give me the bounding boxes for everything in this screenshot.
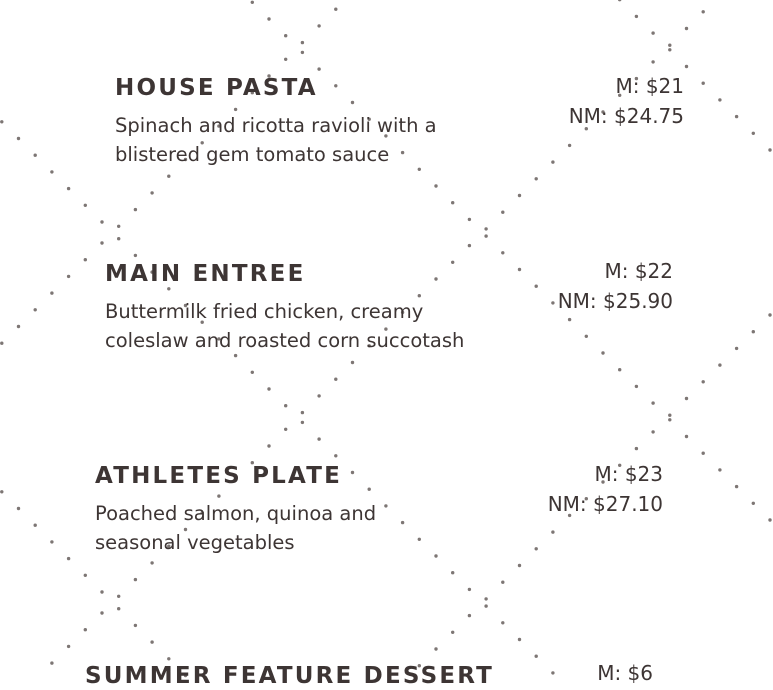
lattice-dot	[451, 571, 454, 574]
lattice-dot	[150, 561, 153, 564]
lattice-dot	[17, 137, 20, 140]
lattice-dot	[67, 645, 70, 648]
lattice-dot	[618, 0, 621, 1]
lattice-dot	[501, 211, 504, 214]
lattice-dot	[0, 342, 3, 345]
item-description	[115, 111, 437, 169]
lattice-dot	[50, 291, 53, 294]
lattice-dot	[551, 530, 554, 533]
lattice-dot	[685, 65, 688, 68]
lattice-dot	[451, 631, 454, 634]
item-name: HOUSE PASTA	[115, 75, 318, 101]
lattice-dot	[134, 578, 137, 581]
lattice-dot	[0, 490, 3, 493]
lattice-dot	[267, 387, 270, 390]
lattice-dot	[150, 191, 153, 194]
lattice-dot	[535, 547, 538, 550]
lattice-dot	[451, 201, 454, 204]
lattice-dot	[468, 614, 471, 617]
lattice-dot	[117, 607, 120, 610]
lattice-dot	[317, 24, 320, 27]
lattice-dot	[484, 227, 487, 230]
lattice-dot	[535, 177, 538, 180]
item-description	[105, 297, 464, 355]
lattice-dot	[468, 218, 471, 221]
lattice-dot	[518, 194, 521, 197]
lattice-dot	[735, 347, 738, 350]
lattice-dot	[551, 301, 554, 304]
item-description-line: coleslaw and roasted corn succotash	[105, 329, 465, 352]
lattice-dot	[601, 351, 604, 354]
lattice-dot	[267, 444, 270, 447]
nonmember-price: NM: $27.10	[547, 492, 663, 516]
lattice-dot	[501, 621, 504, 624]
lattice-dot	[568, 144, 571, 147]
lattice-dot	[551, 671, 554, 674]
lattice-dot	[50, 170, 53, 173]
lattice-dot	[651, 430, 654, 433]
lattice-dot	[768, 148, 771, 151]
lattice-dot	[434, 554, 437, 557]
item-description-line: blistered gem tomato sauce	[115, 143, 390, 166]
lattice-dot	[301, 41, 304, 44]
item-description-line: Spinach and ricotta ravioli with a	[115, 114, 437, 137]
lattice-dot	[384, 504, 387, 507]
lattice-dot	[50, 661, 53, 664]
lattice-dot	[718, 363, 721, 366]
nonmember-price: NM: $25.90	[557, 289, 673, 313]
lattice-dot	[735, 485, 738, 488]
lattice-dot	[117, 237, 120, 240]
lattice-dot	[401, 521, 404, 524]
menu-item-main-entree	[105, 260, 464, 355]
lattice-dot	[34, 308, 37, 311]
lattice-dot	[67, 557, 70, 560]
lattice-dot	[668, 48, 671, 51]
lattice-dot	[518, 638, 521, 641]
lattice-dot	[484, 604, 487, 607]
lattice-dot	[635, 447, 638, 450]
lattice-dot	[134, 208, 137, 211]
lattice-dot	[518, 564, 521, 567]
lattice-dot	[752, 132, 755, 135]
lattice-dot	[100, 611, 103, 614]
lattice-dot	[668, 418, 671, 421]
lattice-dot	[67, 275, 70, 278]
lattice-dot	[0, 120, 3, 123]
lattice-dot	[117, 595, 120, 598]
lattice-dot	[752, 330, 755, 333]
lattice-dot	[718, 98, 721, 101]
lattice-dot	[317, 437, 320, 440]
lattice-dot	[535, 655, 538, 658]
lattice-dot	[67, 187, 70, 190]
lattice-dot	[334, 454, 337, 457]
lattice-dot	[518, 268, 521, 271]
lattice-dot	[134, 254, 137, 257]
lattice-dot	[84, 574, 87, 577]
lattice-dot	[735, 115, 738, 118]
lattice-dot	[84, 204, 87, 207]
lattice-dot	[668, 414, 671, 417]
lattice-dot	[685, 435, 688, 438]
lattice-dot	[351, 361, 354, 364]
lattice-dot	[17, 325, 20, 328]
lattice-dot	[301, 421, 304, 424]
lattice-dot	[167, 175, 170, 178]
lattice-dot	[718, 468, 721, 471]
lattice-dot	[334, 378, 337, 381]
item-description-line: seasonal vegetables	[95, 531, 295, 554]
lattice-dot	[768, 518, 771, 521]
lattice-dot	[635, 385, 638, 388]
lattice-dot	[100, 220, 103, 223]
lattice-dot	[434, 647, 437, 650]
member-price: M: $22	[604, 259, 673, 283]
item-description	[95, 499, 376, 557]
lattice-dot	[167, 657, 170, 660]
lattice-dot	[50, 540, 53, 543]
lattice-dot	[334, 8, 337, 11]
lattice-dot	[702, 380, 705, 383]
menu-item-athletes-plate	[95, 462, 376, 557]
lattice-dot	[317, 394, 320, 397]
lattice-dot	[34, 154, 37, 157]
member-price: M: $21	[615, 74, 684, 98]
lattice-dot	[84, 628, 87, 631]
lattice-dot	[585, 335, 588, 338]
lattice-dot	[702, 10, 705, 13]
lattice-dot	[501, 251, 504, 254]
item-price	[548, 459, 663, 519]
lattice-dot	[267, 17, 270, 20]
lattice-dot	[651, 31, 654, 34]
lattice-dot	[484, 597, 487, 600]
lattice-dot	[301, 51, 304, 54]
lattice-dot	[568, 318, 571, 321]
lattice-dot	[17, 507, 20, 510]
lattice-dot	[551, 160, 554, 163]
lattice-dot	[434, 184, 437, 187]
lattice-dot	[535, 285, 538, 288]
lattice-dot	[284, 428, 287, 431]
lattice-dot	[317, 67, 320, 70]
nonmember-price: NM: $24.75	[568, 104, 684, 128]
menu-item-house-pasta	[115, 74, 437, 169]
lattice-dot	[651, 60, 654, 63]
lattice-dot	[635, 15, 638, 18]
lattice-dot	[117, 225, 120, 228]
lattice-dot	[34, 524, 37, 527]
lattice-dot	[484, 234, 487, 237]
lattice-dot	[618, 368, 621, 371]
lattice-dot	[418, 538, 421, 541]
lattice-dot	[301, 411, 304, 414]
item-price	[597, 658, 653, 688]
item-name: SUMMER FEATURE DESSERT	[85, 663, 495, 689]
lattice-dot	[251, 371, 254, 374]
lattice-dot	[100, 590, 103, 593]
menu-item-summer-feature-dessert	[85, 662, 494, 690]
lattice-dot	[100, 241, 103, 244]
item-name: MAIN ENTREE	[105, 261, 306, 287]
item-description-line: Poached salmon, quinoa and	[95, 502, 377, 525]
member-price: M: $6	[597, 661, 653, 685]
lattice-dot	[284, 58, 287, 61]
lattice-dot	[284, 404, 287, 407]
lattice-dot	[768, 313, 771, 316]
lattice-dot	[251, 1, 254, 4]
lattice-dot	[752, 502, 755, 505]
lattice-dot	[501, 581, 504, 584]
lattice-dot	[702, 82, 705, 85]
lattice-dot	[685, 27, 688, 30]
lattice-dot	[651, 401, 654, 404]
lattice-dot	[702, 452, 705, 455]
lattice-dot	[84, 258, 87, 261]
lattice-dot	[284, 34, 287, 37]
lattice-dot	[150, 640, 153, 643]
lattice-dot	[685, 397, 688, 400]
lattice-dot	[468, 244, 471, 247]
item-name: ATHLETES PLATE	[95, 463, 343, 489]
lattice-dot	[468, 588, 471, 591]
member-price: M: $23	[594, 462, 663, 486]
lattice-dot	[668, 44, 671, 47]
lattice-dot	[134, 624, 137, 627]
item-price	[558, 256, 673, 316]
item-description-line: Buttermilk fried chicken, creamy	[105, 300, 424, 323]
item-price	[569, 71, 684, 131]
